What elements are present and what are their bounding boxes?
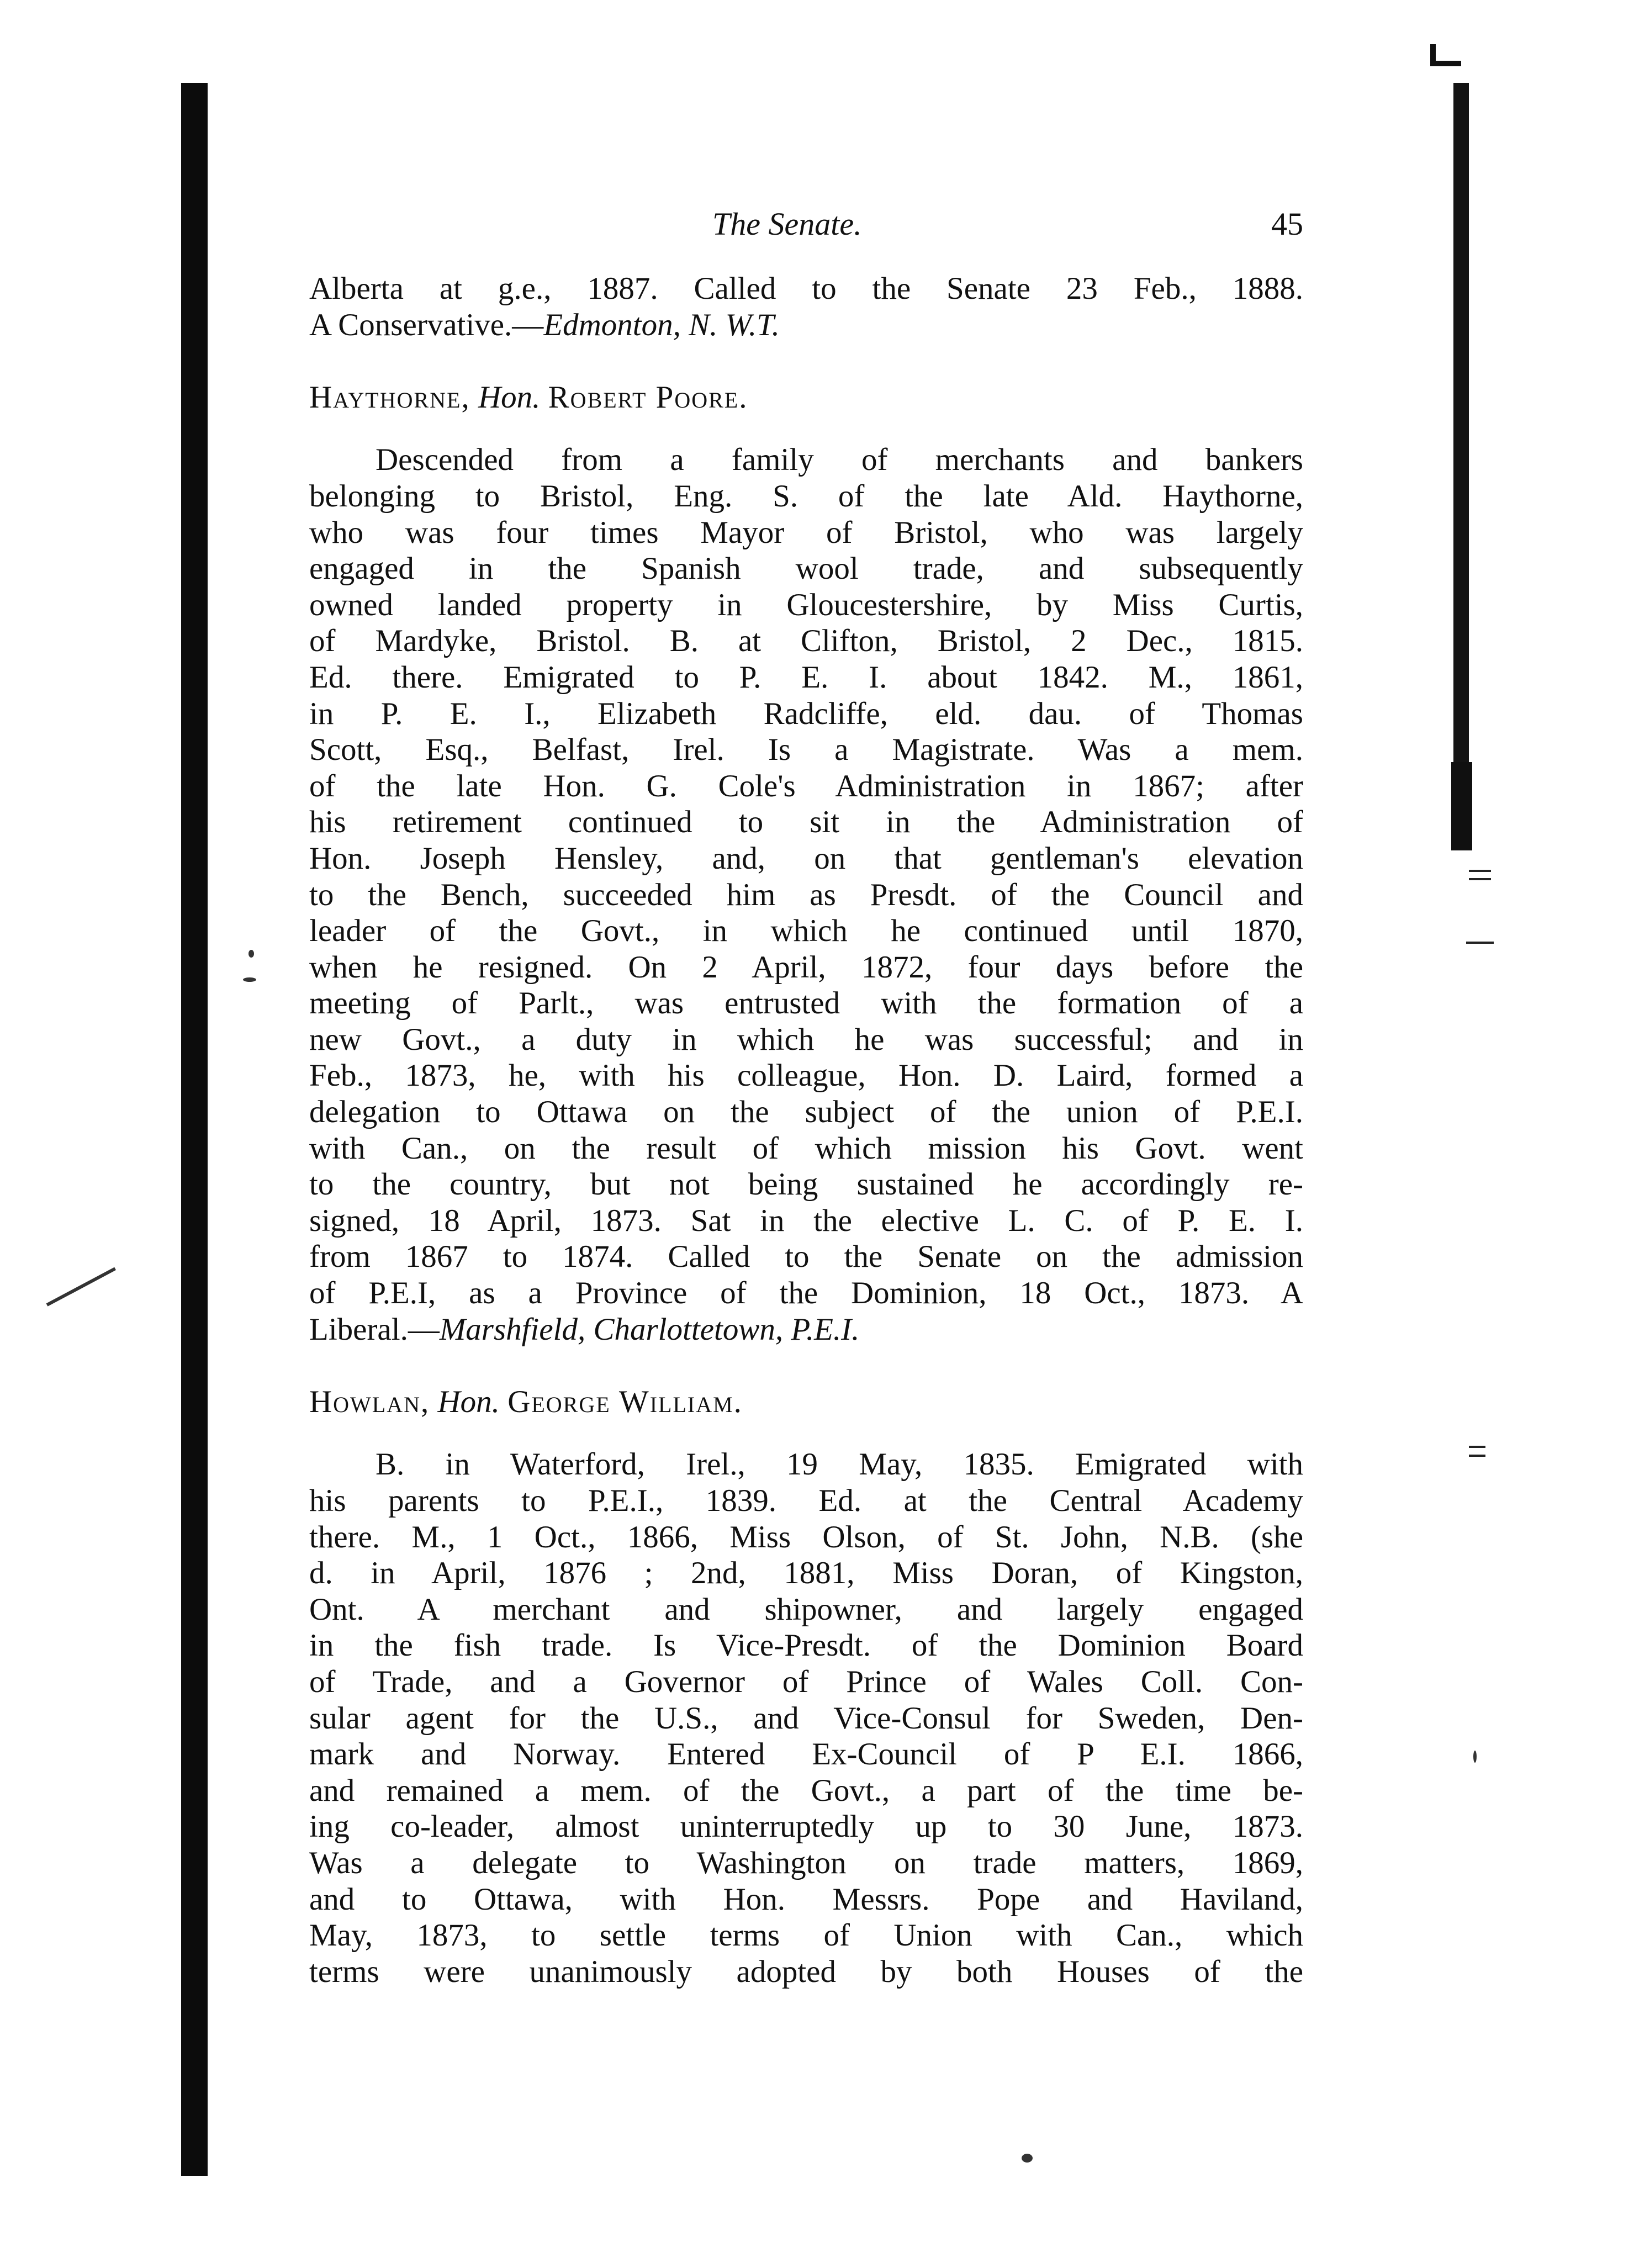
entry-heading (309, 1384, 1303, 1420)
text-line: signed, 18 April, 1873. Sat in the elective L. C. of P. E. I. (309, 1203, 1303, 1238)
margin-tick (1469, 1446, 1485, 1448)
text-line: B. in Waterford, Irel., 19 May, 1835. Emigrated with (376, 1447, 1303, 1482)
text-line: sular agent for the U.S., and Vice-Consul for Sweden, Den- (309, 1700, 1303, 1736)
text-line: ing co-leader, almost uninterruptedly up to 30 June, 1873. (309, 1809, 1303, 1844)
text-line: to the country, but not being sustained he accordingly re- (309, 1167, 1303, 1202)
text-line: in the fish trade. Is Vice-Presdt. of the Dominion Board (309, 1628, 1303, 1663)
text-line: Ed. there. Emigrated to P. E. I. about 1842. M., 1861, (309, 659, 1303, 695)
text-line: mark and Norway. Entered Ex-Council of P E.I. 1866, (309, 1737, 1303, 1772)
text-line: there. M., 1 Oct., 1866, Miss Olson, of St. John, N.B. (she (309, 1519, 1303, 1555)
residence: Edmonton, N. W.T. (543, 307, 780, 342)
text-line: d. in April, 1876 ; 2nd, 1881, Miss Doran, of Kingston, (309, 1556, 1303, 1591)
entry-surname: Howlan, (309, 1384, 430, 1419)
margin-tick (1469, 1455, 1485, 1457)
text-line: and to Ottawa, with Hon. Messrs. Pope and Haviland, (309, 1881, 1303, 1917)
text-line: when he resigned. On 2 April, 1872, four days before the (309, 949, 1303, 985)
scan-edge-shadow-right (1453, 83, 1469, 850)
page-text (309, 271, 1303, 1990)
text-line: owned landed property in Gloucestershire, by Miss Curtis, (309, 587, 1303, 622)
scan-edge-shadow-left (181, 83, 208, 2176)
margin-speck (1473, 1751, 1477, 1763)
corner-mark (1430, 44, 1461, 66)
text-line: new Govt., a duty in which he was successful; and in (309, 1022, 1303, 1057)
margin-speck (243, 977, 256, 982)
scan-edge-shadow-right-lower (1451, 762, 1472, 850)
pen-mark (46, 1267, 116, 1307)
party-text: A Conservative.— (309, 307, 544, 342)
text-line: Ont. A merchant and shipowner, and largely engaged (309, 1592, 1303, 1627)
page-number: 45 (1271, 206, 1303, 242)
running-head: The Senate. (712, 206, 862, 242)
entry-heading (309, 379, 1303, 416)
text-line: engaged in the Spanish wool trade, and subsequently (309, 551, 1303, 586)
text-line: from 1867 to 1874. Called to the Senate on the admission (309, 1239, 1303, 1275)
text-line: Feb., 1873, he, with his colleague, Hon. D. Laird, formed a (309, 1058, 1303, 1093)
spacer (309, 1347, 1303, 1384)
text-line: Was a delegate to Washington on trade matters, 1869, (309, 1845, 1303, 1880)
text-line: Scott, Esq., Belfast, Irel. Is a Magistrate. Was a mem. (309, 732, 1303, 768)
margin-speck (248, 950, 254, 958)
text-line: Descended from a family of merchants and bankers (376, 442, 1303, 478)
text-line: delegation to Ottawa on the subject of the union of P.E.I. (309, 1095, 1303, 1130)
margin-speck (1022, 2154, 1033, 2163)
text-line: of Trade, and a Governor of Prince of Wales Coll. Con- (309, 1664, 1303, 1699)
text-line: leader of the Govt., in which he continued until 1870, (309, 913, 1303, 949)
text-line: who was four times Mayor of Bristol, who was largely (309, 515, 1303, 550)
text-line: terms were unanimously adopted by both Houses of the (309, 1954, 1303, 1989)
spacer (309, 343, 1303, 379)
page-header (309, 205, 1303, 244)
entry-honorific: Hon. (478, 379, 541, 415)
carryover-line (309, 307, 1303, 343)
carryover-line: Alberta at g.e., 1887. Called to the Senate 23 Feb., 1888. (309, 271, 1303, 306)
text-line: his parents to P.E.I., 1839. Ed. at the Central Academy (309, 1483, 1303, 1518)
text-line: and remained a mem. of the Govt., a part of the time be- (309, 1773, 1303, 1808)
text-line: his retirement continued to sit in the Administration of (309, 805, 1303, 840)
entry-surname: Haythorne, (309, 379, 470, 415)
text-line: Hon. Joseph Hensley, and, on that gentleman's elevation (309, 840, 1303, 876)
text-line: to the Bench, succeeded him as Presdt. of the Council and (309, 877, 1303, 912)
text-line (309, 1312, 1303, 1348)
spacer (309, 415, 1303, 442)
margin-tick (1469, 870, 1491, 872)
text-line: May, 1873, to settle terms of Union with Can., which (309, 1918, 1303, 1953)
text-line: meeting of Parlt., was entrusted with the formation of a (309, 986, 1303, 1021)
margin-tick (1466, 942, 1494, 944)
text-line: belonging to Bristol, Eng. S. of the late Ald. Haythorne, (309, 478, 1303, 514)
residence: Marshfield, Charlottetown, P.E.I. (439, 1312, 860, 1347)
text-line: in P. E. I., Elizabeth Radcliffe, eld. dau. of Thomas (309, 696, 1303, 731)
text-line: of the late Hon. G. Cole's Administration in 1867; after (309, 768, 1303, 803)
entry-honorific: Hon. (437, 1384, 500, 1419)
party-text: Liberal.— (309, 1312, 440, 1347)
margin-tick (1469, 878, 1491, 880)
text-line: with Can., on the result of which mission his Govt. went (309, 1130, 1303, 1166)
text-line: of Mardyke, Bristol. B. at Clifton, Bristol, 2 Dec., 1815. (309, 623, 1303, 659)
entry-given-names: George William. (507, 1384, 743, 1419)
entry-given-names: Robert Poore. (548, 379, 748, 415)
spacer (309, 1420, 1303, 1446)
text-line: of P.E.I, as a Province of the Dominion, 18 Oct., 1873. A (309, 1276, 1303, 1311)
